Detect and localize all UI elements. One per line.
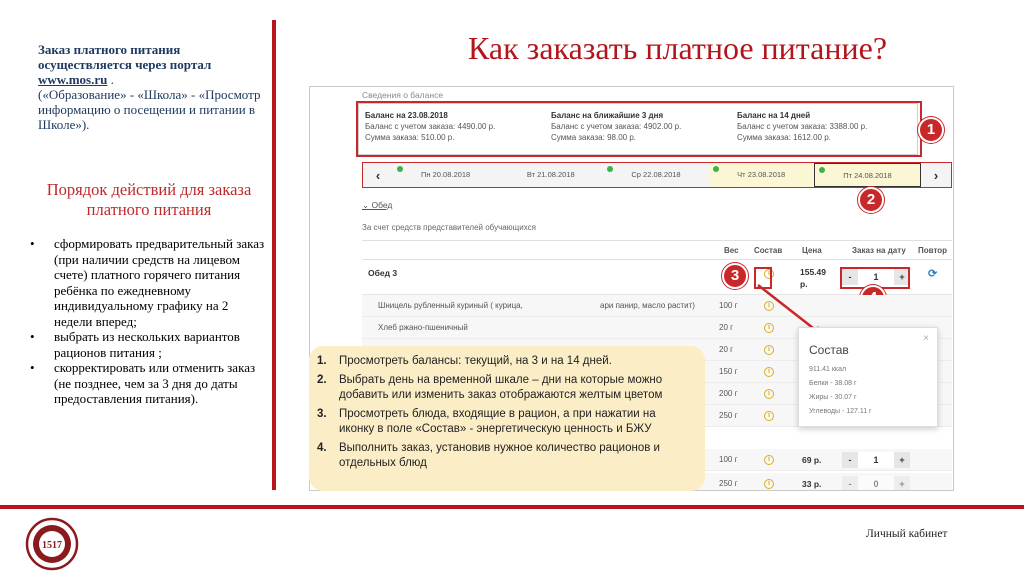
instruction-item <box>317 407 693 438</box>
instruction-item <box>317 354 693 370</box>
available-dot-icon <box>397 166 403 172</box>
repeat-icon[interactable]: ⟳ <box>928 268 938 280</box>
balance-line: Сумма заказа: 98.00 р. <box>551 133 636 142</box>
balance-line: Баланс с учетом заказа: 4490.00 р. <box>365 122 496 131</box>
quantity-value[interactable]: 0 <box>858 476 894 491</box>
available-dot-icon <box>713 166 719 172</box>
instructions-note <box>309 346 705 491</box>
col-composition: Состав <box>754 246 783 255</box>
item-weight: 250 г <box>719 411 738 420</box>
popup-kcal: 911.41 ккал <box>809 366 847 373</box>
intro-rest: («Образование» - «Школа» - «Просмотр информацию о посещении и питании в Школе»). <box>38 87 261 132</box>
instruction-number: 4. <box>317 441 327 454</box>
day-item[interactable] <box>709 163 814 187</box>
day-item[interactable] <box>498 163 603 187</box>
balance-header: Баланс на 23.08.2018 <box>365 111 448 120</box>
available-dot-icon <box>607 166 613 172</box>
intro-link-suffix: . <box>110 72 114 87</box>
instruction-text: Выбрать день на временной шкале – дни на которые можно добавить или изменить заказ отображаются желтым цветом <box>339 373 663 401</box>
info-icon[interactable]: i <box>764 269 774 279</box>
step-item: • скорректировать или отменить заказ (не позднее, чем за 3 дня до даты предоставления питания). <box>28 360 268 407</box>
balance-header: Баланс на ближайшие 3 дня <box>551 111 664 120</box>
day-label: Пн 20.08.2018 <box>421 170 471 179</box>
steps-list <box>28 236 268 407</box>
item-weight: 20 г <box>719 323 734 332</box>
col-weight: Вес <box>724 246 739 255</box>
next-day-button[interactable]: › <box>933 167 939 183</box>
minus-button[interactable]: - <box>842 476 858 491</box>
divider-vertical <box>272 20 276 490</box>
divider-horizontal <box>0 505 1024 509</box>
available-dot-icon <box>819 167 825 173</box>
day-label: Ср 22.08.2018 <box>631 170 681 179</box>
day-label: Чт 23.08.2018 <box>737 170 786 179</box>
item-name: Шницель рубленный куриный ( курица, <box>378 301 523 310</box>
instructions-list <box>317 354 693 472</box>
step-item: • выбрать из нескольких вариантов рационов питания ; <box>28 329 268 360</box>
minus-button[interactable]: - <box>842 269 858 285</box>
item-price: 69 р. <box>802 455 822 465</box>
item-weight: 100 г <box>719 301 738 310</box>
instruction-number: 3. <box>317 407 327 420</box>
table-header <box>362 240 952 260</box>
info-icon[interactable]: i <box>764 455 774 465</box>
popup-title: Состав <box>809 343 849 357</box>
plus-button[interactable]: + <box>894 476 910 491</box>
item-name: Хлеб ржано-пшеничный <box>378 323 468 332</box>
info-icon[interactable]: i <box>764 301 774 311</box>
instruction-number: 1. <box>317 355 327 367</box>
balance-line: Сумма заказа: 1612.00 р. <box>737 133 831 142</box>
marker-3: 3 <box>722 263 748 289</box>
meal-price-value: 155.49 <box>800 267 826 277</box>
instruction-text: Выполнить заказ, установив нужное количество рационов и отдельных блюд <box>339 441 660 469</box>
payment-source-label: За счет средств представителей обучающихся <box>362 223 536 232</box>
col-repeat: Повтор <box>918 246 948 255</box>
item-weight: 100 г <box>719 455 738 464</box>
meal-name: Обед 3 <box>368 268 398 278</box>
col-price: Цена <box>802 246 822 255</box>
composition-popup <box>798 327 938 427</box>
balance-line: Баланс с учетом заказа: 4902.00 р. <box>551 122 682 131</box>
plus-button[interactable]: + <box>894 452 910 468</box>
step-item: • сформировать предварительный заказ (при наличии средств на лицевом счете) платного горячего питания ребёнка по ежедневному индивидуальному графику на 2 недели вперед; <box>28 236 268 329</box>
lunch-toggle-link[interactable]: ⌄ Обед <box>362 200 393 210</box>
item-price: 33 р. <box>802 479 822 489</box>
plus-button[interactable]: + <box>894 269 910 285</box>
popup-fats: Жиры - 30.07 г <box>809 394 857 401</box>
intro-line2: осуществляется через портал <box>38 57 212 72</box>
marker-2: 2 <box>858 187 884 213</box>
page-title: Как заказать платное питание? <box>468 30 888 66</box>
balance-header: Баланс на 14 дней <box>737 111 811 120</box>
steps-heading: Порядок действий для заказа платного питания <box>46 180 252 219</box>
day-label: Пт 24.08.2018 <box>843 171 892 180</box>
instruction-text: Просмотреть балансы: текущий, на 3 и на 14 дней. <box>339 355 612 367</box>
day-label: Вт 21.08.2018 <box>526 170 575 179</box>
quantity-stepper[interactable] <box>842 476 910 491</box>
day-timeline <box>362 162 952 188</box>
balance-line: Баланс с учетом заказа: 3388.00 р. <box>737 122 868 131</box>
info-icon[interactable]: i <box>764 345 774 355</box>
col-order: Заказ на дату <box>852 246 906 255</box>
item-weight: 200 г <box>719 389 738 398</box>
balance-line: Сумма заказа: 510.00 р. <box>365 133 455 142</box>
info-icon[interactable]: i <box>764 389 774 399</box>
item-weight: 250 г <box>719 479 738 488</box>
day-item-selected[interactable] <box>814 163 921 187</box>
item-weight: 150 г <box>719 367 738 376</box>
quantity-value[interactable]: 1 <box>858 452 894 468</box>
quantity-value[interactable]: 1 <box>858 269 894 285</box>
table-row <box>362 295 952 317</box>
info-icon[interactable]: i <box>764 323 774 333</box>
day-item[interactable] <box>393 163 498 187</box>
prev-day-button[interactable]: ‹ <box>375 167 381 183</box>
popup-carbs: Углеводы - 127.11 г <box>809 408 872 415</box>
info-icon[interactable]: i <box>764 411 774 421</box>
close-icon[interactable]: × <box>923 333 929 344</box>
footer-label: Личный кабинет <box>866 528 948 540</box>
intro-text <box>38 42 263 132</box>
quantity-stepper[interactable] <box>842 452 910 468</box>
minus-button[interactable]: - <box>842 452 858 468</box>
mos-ru-link[interactable]: www.mos.ru <box>38 72 108 87</box>
emblem-logo <box>25 517 79 571</box>
meal-price-unit: р. <box>800 279 808 289</box>
emblem-year: 1517 <box>42 540 62 551</box>
info-icon[interactable]: i <box>764 367 774 377</box>
instruction-item <box>317 441 693 472</box>
day-item[interactable] <box>603 163 708 187</box>
info-icon[interactable]: i <box>764 479 774 489</box>
popup-proteins: Белки - 38.08 г <box>809 380 857 387</box>
instruction-number: 2. <box>317 373 327 386</box>
item-name-cont: ари панир, масло растит) <box>600 301 695 310</box>
balance-section-title: Сведения о балансе <box>362 90 444 100</box>
marker-1: 1 <box>918 117 944 143</box>
intro-line1: Заказ платного питания <box>38 42 181 57</box>
instruction-text: Просмотреть блюда, входящие в рацион, а при нажатии на иконку в поле «Состав» - энергетическую ценность и БЖУ <box>339 407 656 435</box>
highlight-frame-1 <box>356 101 922 157</box>
instruction-item <box>317 373 693 404</box>
item-weight: 20 г <box>719 345 734 354</box>
